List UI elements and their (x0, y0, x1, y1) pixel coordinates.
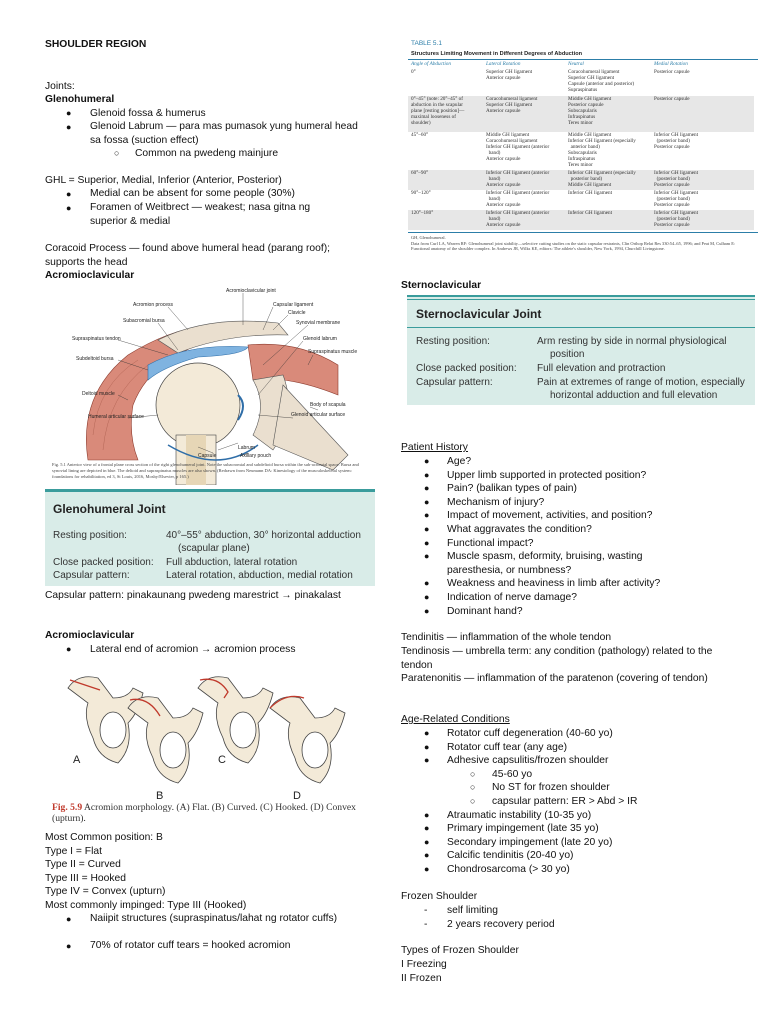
gh-item-1: Glenoid fossa & humerus (90, 108, 206, 119)
table-cell: Inferior GH ligament (568, 190, 613, 196)
types-line: Most commonly impinged: Type III (Hooked) (45, 900, 247, 911)
sc-box-row-value: Pain at extremes of range of motion, especially (537, 377, 745, 388)
gh-box-row-value: 40°–55° abduction, 30° horizontal adduction (166, 530, 361, 541)
list-item: ● Chondrosarcoma (> 30 yo) (424, 863, 570, 875)
anatomy-label: Supraspinatus muscle (308, 349, 358, 355)
table-row (408, 190, 754, 210)
table-row (408, 69, 754, 95)
list-subitem: ○ No ST for frozen shoulder (470, 782, 610, 794)
table-cell: Inferior GH ligament (posterior band) Posterior capsule (654, 190, 699, 208)
fig59-label: Fig. 5.9 (52, 802, 83, 813)
list-item: ● Adhesive capsulitis/frozen shoulder (424, 755, 609, 767)
anatomy-label: Glenoid labrum (303, 336, 337, 342)
sc-joint-box (407, 295, 755, 405)
list-item: ● Age? (424, 456, 472, 467)
gh-heading: Glenohumeral (45, 94, 115, 105)
fig59-caption: Acromion morphology. (A) Flat. (B) Curved. (C) Hooked. (D) Convex (upturn). (52, 802, 356, 824)
gh-joint-box (45, 489, 375, 586)
sc-box-row-value: Arm resting by side in normal physiological (537, 336, 727, 347)
types-line: Most Common position: B (45, 832, 163, 843)
table-cell: Inferior GH ligament (posterior band) Posterior capsule (654, 210, 699, 228)
gh-box-row-label: Close packed position: (53, 557, 154, 568)
acromion-convex (270, 696, 345, 783)
history-list (424, 455, 754, 618)
coracoid-line: Coracoid Process — found above humeral head (parang roof); supports the head (45, 243, 331, 268)
table-header: Angle of Abduction (411, 61, 451, 67)
gh-subitem: Common na pwedeng mainjure (135, 148, 279, 159)
table-cell: Middle GH ligament Inferior GH ligament (especially anterior band) Subscapularis Infraspinatus Teres minor (568, 132, 636, 168)
list-item: ● Pain? (balikan types of pain) (424, 483, 577, 495)
anatomy-label: Synovial membrane (296, 320, 341, 326)
table-cell: Inferior GH ligament (anterior band) Anterior capsule (486, 170, 550, 188)
table-row (408, 96, 754, 132)
table-cell: Inferior GH ligament (posterior band) Posterior capsule (654, 170, 699, 188)
table-cell: 120°–180° (411, 210, 434, 216)
fig59-letter: D (293, 790, 301, 802)
table-cell: Middle GH ligament Posterior capsule Subscapularis Infraspinatus Teres minor (568, 96, 612, 126)
list-item: ● Rotator cuff tear (any age) (424, 741, 568, 753)
anatomy-label: Subacromial bursa (123, 318, 165, 324)
table-row (408, 210, 754, 230)
table-row (408, 132, 754, 170)
gh-box-row-label: Capsular pattern: (53, 570, 130, 581)
types-item-2: 70% of rotator cuff tears = hooked acromion (90, 940, 291, 951)
sc-box-row-value-cont: horizontal adduction and full elevation (550, 390, 718, 401)
list-subitem: ○ capsular pattern: ER > Abd > IR (470, 795, 638, 807)
list-item: ● Secondary impingement (late 20 yo) (424, 836, 613, 848)
ghl-line: GHL = Superior, Medial, Inferior (Anterior, Posterior) (45, 175, 282, 186)
list-item: ● Functional impact? (424, 537, 534, 549)
sc-heading: Sternoclavicular (401, 280, 482, 291)
table-cell: 60°–90° (411, 170, 429, 176)
fig59-letter: C (218, 754, 226, 766)
list-item: ● Upper limb supported in protected position? (424, 469, 647, 481)
types-line: Type I = Flat (45, 846, 102, 857)
table-cell: Middle GH ligament Coracohumeral ligament Inferior GH ligament (anterior band) Anterior capsule (486, 132, 550, 162)
age-list (424, 727, 754, 877)
list-item: ● Rotator cuff degeneration (40-60 yo) (424, 728, 613, 739)
table-header: Lateral Rotation (486, 61, 521, 67)
anatomy-label: Subdeltoid bursa (76, 356, 114, 362)
table-cell: 0°–45° (note: 20°–45° of abduction in the scapular plane [resting position]— maximal looseness of shoulder) (411, 96, 465, 126)
table-rule (408, 232, 758, 233)
table-cell: Coracohumeral ligament Superior GH ligament Capsule (anterior and posterior) Supraspinatus (568, 69, 635, 93)
anatomy-label: Acromioclavicular joint (226, 288, 276, 294)
history-heading: Patient History (401, 442, 468, 453)
table-rule (408, 59, 758, 60)
types-frozen-item: I Freezing (401, 959, 447, 970)
types-frozen-heading: Types of Frozen Shoulder (401, 945, 519, 956)
types-item-1: Naiipit structures (supraspinatus/lahat ng rotator cuffs) (90, 913, 338, 924)
anatomy-label: Acromion process (133, 302, 174, 308)
types-line: Type IV = Convex (upturn) (45, 886, 166, 897)
frozen-item: self limiting (447, 905, 498, 916)
anatomy-label: Supraspinatus tendon (72, 336, 121, 342)
types-frozen-item: II Frozen (401, 973, 442, 984)
table-cell: Posterior capsule (654, 96, 690, 102)
section-title: SHOULDER REGION (45, 39, 147, 50)
tendon-line: Paratenonitis — inflammation of the paratenon (covering of tendon) (401, 673, 708, 684)
table-row (408, 170, 754, 190)
acromion-flat (68, 677, 143, 763)
gh-box-row-label: Resting position: (53, 530, 127, 541)
table-cell: Inferior GH ligament (especially posterior band) Middle GH ligament (568, 170, 636, 188)
list-item: ● Atraumatic instability (10-35 yo) (424, 809, 592, 821)
table-header: Neutral (568, 61, 584, 67)
glenohumeral-anatomy-figure (48, 285, 376, 485)
sc-box-row-label: Close packed position: (416, 363, 517, 374)
frozen-heading: Frozen Shoulder (401, 891, 478, 902)
list-item: ● What aggravates the condition? (424, 523, 592, 535)
anatomy-label: Capsule (198, 453, 217, 459)
list-item: ● Impact of movement, activities, and position? (424, 510, 653, 522)
frozen-item: 2 years recovery period (447, 919, 555, 930)
table-cell: 0° (411, 69, 416, 75)
ac-item: Lateral end of acromion → acromion process (90, 644, 296, 655)
list-item: ● Calcific tendinitis (20-40 yo) (424, 850, 574, 862)
anatomy-label: Humeral articular surface (88, 414, 144, 420)
gh-box-row-value-cont: (scapular plane) (178, 543, 250, 554)
acromion-morphology-figure (48, 668, 368, 808)
table-footnote: GH, Glenohumeral. Data from Curl LA, Warren RF: Glenohumeral joint stability—selective cutting studies on the static capsular restraints, Clin Orthop Relat Res 330:54–65, 1996; and Peat M, Culham E: Functional anatomy of the shoulder complex. In Andrews JR, Wilks KE, editors: The athlete's shoulder, New York, 1994, Churchill Livingstone. (411, 235, 736, 252)
glenohumeral-anatomy-diagram (48, 285, 376, 485)
list-item: - (424, 919, 428, 930)
anatomy-label: Body of scapula (310, 402, 346, 408)
list-subitem: ○ 45-60 yo (470, 768, 533, 780)
sc-box-title: Sternoclavicular Joint (416, 307, 542, 321)
gh-box-row-value: Full abduction, lateral rotation (166, 557, 298, 568)
table-cell: Inferior GH ligament (anterior band) Anterior capsule (486, 190, 550, 208)
ac-heading: Acromioclavicular (45, 270, 135, 281)
table-cell: Inferior GH ligament (posterior band) Posterior capsule (654, 132, 699, 150)
ghl-item-1: Medial can be absent for some people (30%) (90, 188, 295, 199)
list-item: ● Weakness and heaviness in limb after activity? (424, 578, 661, 590)
tendon-line: Tendinitis — inflammation of the whole tendon (401, 632, 612, 643)
sc-box-row-label: Capsular pattern: (416, 377, 493, 388)
sc-box-row-value-cont: position (550, 349, 585, 360)
tendon-line: Tendinosis — umbrella term: any condition (pathology) related to the tendon (401, 646, 713, 671)
list-item: ● Mechanism of injury? (424, 496, 545, 508)
fig59-letter: A (73, 754, 81, 766)
table-cell: 90°–120° (411, 190, 431, 196)
sc-box-row-label: Resting position: (416, 336, 490, 347)
table-cell: Coracohumeral ligament Superior GH ligament Anterior capsule (486, 96, 538, 114)
ac-heading-2: Acromioclavicular (45, 630, 135, 641)
table-cell: Posterior capsule (654, 69, 690, 75)
table-cell: Inferior GH ligament (568, 210, 613, 216)
anatomy-label: Clavicle (288, 310, 306, 316)
list-item: ● Muscle spasm, deformity, bruising, wasting paresthesia, or numbness? (424, 551, 643, 576)
table-label: TABLE 5.1 (411, 40, 442, 47)
anatomy-label: Glenoid articular surface (291, 412, 346, 418)
fig59-caption-wrap (52, 802, 362, 824)
anatomy-label: Labrum (238, 445, 255, 451)
table-cell: Superior GH ligament Anterior capsule (486, 69, 533, 81)
list-item: - (424, 905, 428, 916)
table-cell: Inferior GH ligament (anterior band) Anterior capsule (486, 210, 550, 228)
gh-item-2: Glenoid Labrum — para mas pumasok yung humeral head sa fossa (suction effect) (90, 121, 358, 146)
joints-label: Joints: (45, 81, 75, 92)
table-cell: 45°–60° (411, 132, 429, 138)
anatomy-label: Axillary pouch (240, 453, 272, 459)
table-header: Medial Rotation (654, 61, 688, 67)
anatomy-label: Deltoid muscle (82, 391, 115, 397)
list-item: ● Indication of nerve damage? (424, 591, 577, 603)
types-line: Type III = Hooked (45, 873, 126, 884)
age-heading: Age-Related Conditions (401, 714, 510, 725)
list-item: ● Dominant hand? (424, 605, 523, 617)
sc-box-row-value: Full elevation and protraction (537, 363, 666, 374)
acromion-hooked (198, 677, 273, 763)
fig51-caption: Fig. 5.1 Anterior view of a frontal plane cross section of the right glenohumeral joint. Note the subacromial and subdeltoid bursa within the sub-acromial space. Bursa and synovial lining are depicted in blue. The deltoid and supraspinatus muscles are also shown. (Redrawn from Neumann DA: Kinesiology of the musculoskeletal system: foundations for rehabilitation, ed 3, St Louis, 2016, Mosby/Elsevier, p 165.) (52, 462, 359, 479)
fig59-letter: B (156, 790, 164, 802)
gh-box-row-value: Lateral rotation, abduction, medial rotation (166, 570, 353, 581)
table-title: Structures Limiting Movement in Different Degrees of Abduction (411, 51, 583, 57)
list-item: ● Primary impingement (late 35 yo) (424, 823, 599, 835)
abduction-table (408, 40, 758, 262)
acromion-curved (128, 697, 203, 783)
capsular-note: Capsular pattern: pinakaunang pwedeng marestrict → pinakalast (45, 590, 341, 601)
ghl-item-2: Foramen of Weitbrect — weakest; nasa gitna ng superior & medial (90, 202, 311, 227)
types-line: Type II = Curved (45, 859, 121, 870)
anatomy-label: Capsular ligament (273, 302, 314, 308)
gh-box-title: Glenohumeral Joint (53, 502, 166, 516)
